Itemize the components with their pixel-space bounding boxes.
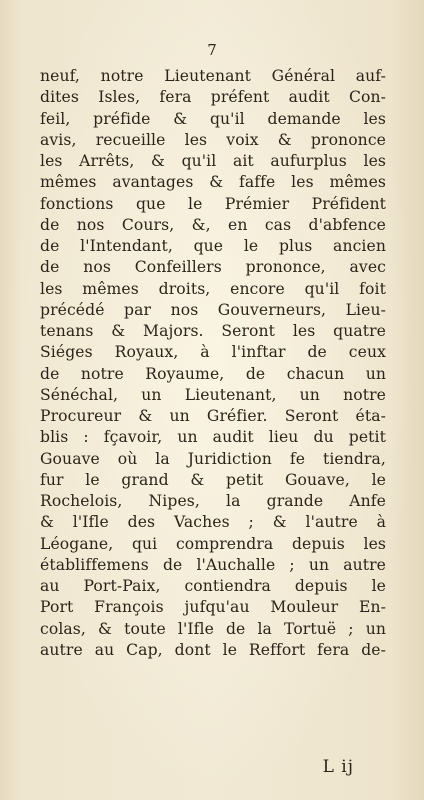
text-line: autre au Cap, dont le Reffort fera de-: [40, 640, 386, 659]
text-line: Sénéchal, un Lieutenant, un notre: [40, 385, 386, 404]
text-line: feil, préfide & qu'il demande les: [40, 109, 386, 128]
text-line: Port François jufqu'au Mouleur En-: [40, 598, 386, 617]
text-line: établiffemens de l'Auchalle ; un autre: [40, 555, 386, 574]
text-line: Gouave où la Juridiction fe tiendra,: [40, 449, 386, 468]
body-text: [40, 66, 386, 661]
text-line: mêmes avantages & faffe les mêmes: [40, 173, 386, 192]
page-number: 7: [207, 41, 217, 59]
text-line: fonctions que le Prémier Préfident: [40, 194, 386, 213]
signature-mark: L ij: [322, 757, 354, 777]
text-line: fur le grand & petit Gouave, le: [40, 470, 386, 489]
text-line: au Port-Paix, contiendra depuis le: [40, 577, 386, 595]
text-line: de notre Royaume, de chacun un: [40, 364, 386, 383]
text-line: dites Isles, fera préfent audit Con-: [40, 88, 386, 107]
text-line: de l'Intendant, que le plus ancien: [40, 237, 386, 255]
text-line: Léogane, qui comprendra depuis les: [40, 534, 386, 553]
text-line: tenans & Majors. Seront les quatre: [40, 322, 386, 340]
text-line: avis, recueille les voix & prononce: [40, 130, 386, 149]
text-line: colas, & toute l'Ifle de la Tortuë ; un: [40, 619, 386, 638]
text-line: neuf, notre Lieutenant Général auf-: [40, 67, 386, 85]
text-line: les Arrêts, & qu'il ait aufurplus les: [40, 152, 386, 170]
text-line: Procureur & un Gréfier. Seront éta-: [40, 407, 386, 425]
text-line: blis : fçavoir, un audit lieu du petit: [40, 428, 386, 447]
text-line: & l'Ifle des Vaches ; & l'autre à: [40, 513, 386, 532]
text-line: précédé par nos Gouverneurs, Lieu-: [40, 300, 386, 319]
text-line: Siéges Royaux, à l'inftar de ceux: [40, 343, 386, 362]
text-line: de nos Cours, &, en cas d'abfence: [40, 215, 386, 234]
text-line: Rochelois, Nipes, la grande Anfe: [40, 492, 386, 510]
text-line: les mêmes droits, encore qu'il foit: [40, 279, 386, 298]
text-line: de nos Confeillers prononce, avec: [40, 258, 386, 277]
